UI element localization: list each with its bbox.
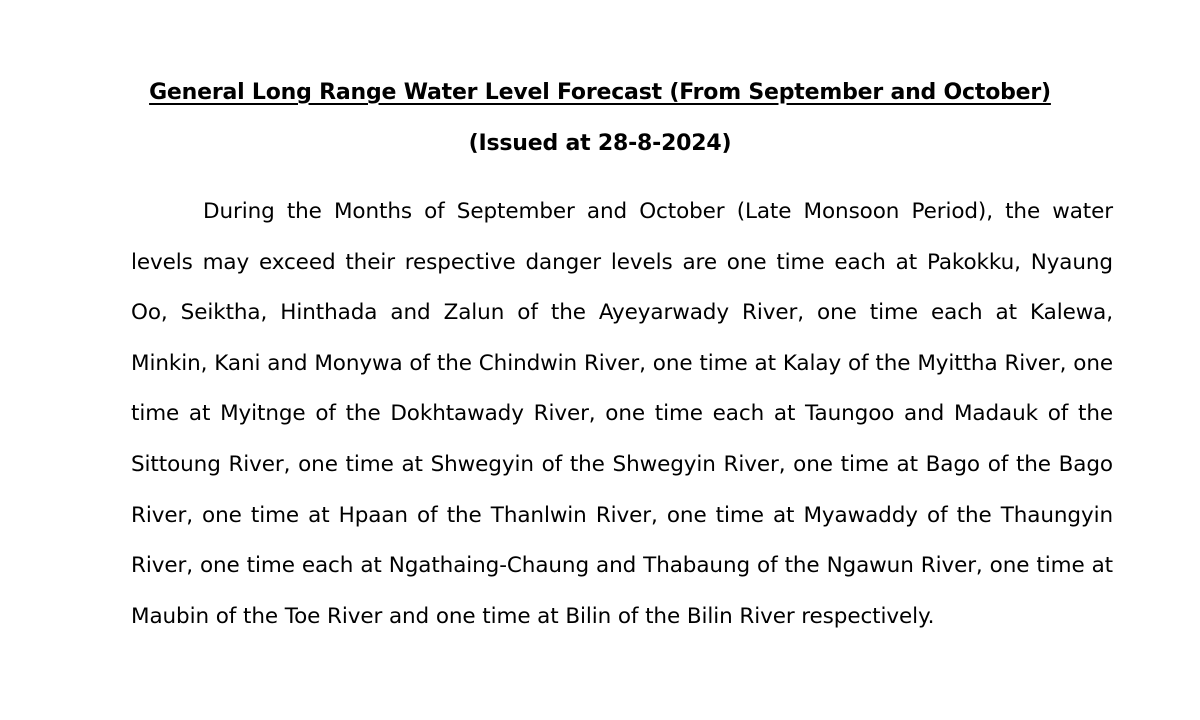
document-title xyxy=(0,80,1200,105)
forecast-paragraph: During the Months of September and October (Late Monsoon Period), the water levels may exceed their respective danger levels are one time each at Pakokku, Nyaung Oo, Seiktha, Hinthada and Zalun of the Ayeyarwady River, one time each at Kalewa, Minkin, Kani and Monywa of the Chindwin River, one time at Kalay of the Myittha River, one time at Myitnge of the Dokhtawady River, one time each at Taungoo and Madauk of the Sittoung River, one time at Shwegyin of the Shwegyin River, one time at Bago of the Bago River, one time at Hpaan of the Thanlwin River, one time at Myawaddy of the Thaungyin River, one time each at Ngathaing-Chaung and Thabaung of the Ngawun River, one time at Maubin of the Toe River and one time at Bilin of the Bilin River respectively. xyxy=(131,199,1113,629)
document-title-text: General Long Range Water Level Forecast (From September and October) xyxy=(149,80,1051,105)
issued-date: (Issued at 28-8-2024) xyxy=(468,131,732,156)
